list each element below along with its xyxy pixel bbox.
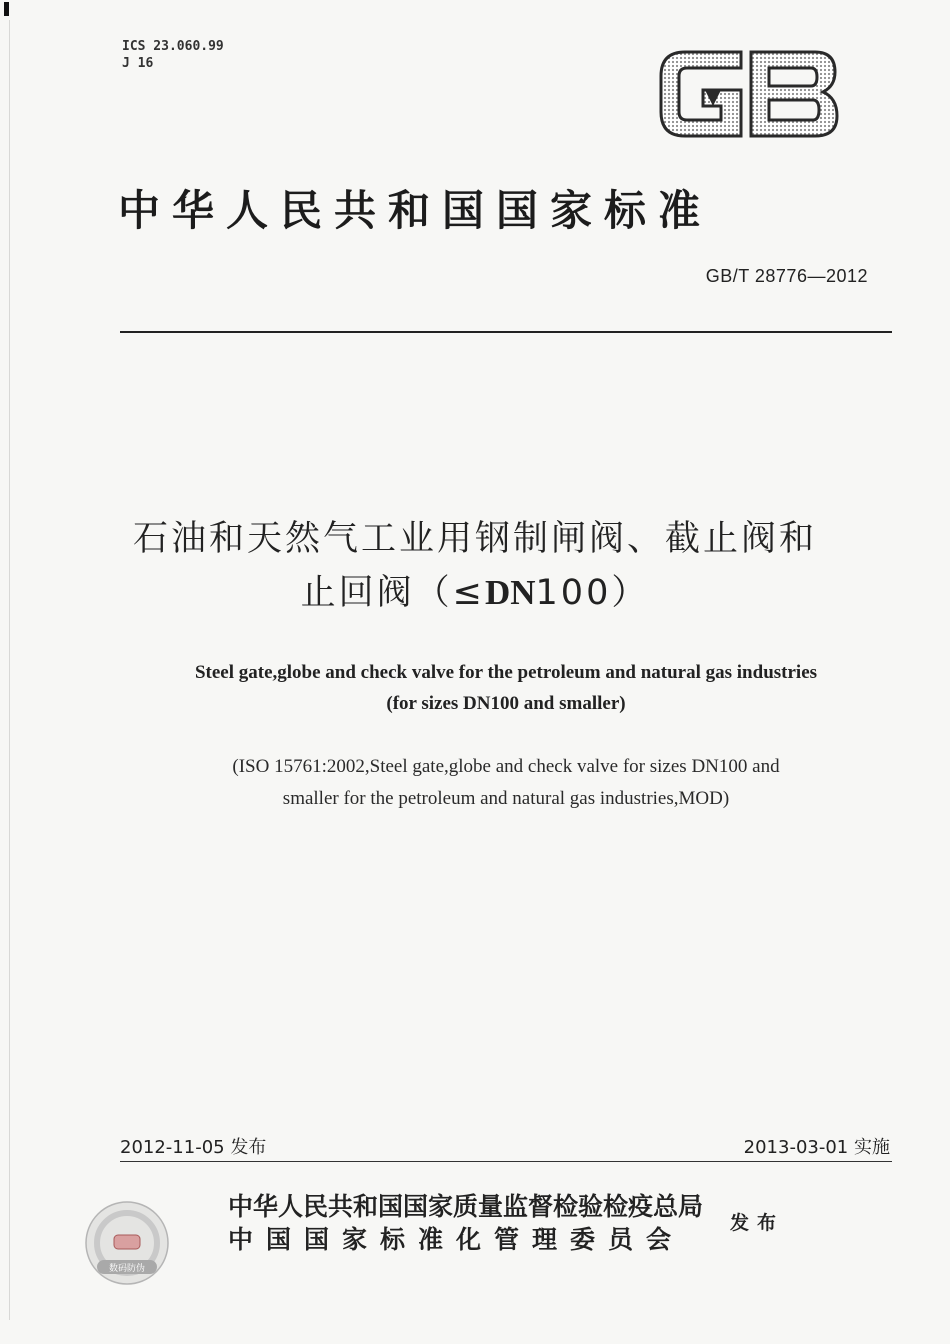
implementation-date: 2013-03-01 实施 [743, 1137, 890, 1158]
chinese-title-dn-code: DN [484, 573, 536, 612]
footer-divider [120, 1161, 892, 1162]
issuer-line2: 中国国家标准化管理委员会 [228, 1225, 685, 1254]
english-title-line2: (for sizes DN100 and smaller) [386, 693, 626, 714]
chinese-title-line1: 石油和天然气工业用钢制闸阀、截止阀和 [132, 519, 817, 559]
chinese-title-line2-prefix: 止回阀（≤ [300, 573, 485, 613]
english-title [0, 657, 950, 719]
ccs-code: J 16 [122, 56, 154, 71]
scan-edge-mark [4, 2, 9, 16]
issuer-line1: 中华人民共和国国家质量监督检验检疫总局 [228, 1192, 704, 1221]
chinese-title-line2 [0, 566, 950, 620]
standard-number: GB/T 28776—2012 [705, 266, 868, 286]
iso-reference-line1: (ISO 15761:2002,Steel gate,globe and check valve for sizes DN100 and [232, 756, 780, 777]
anti-counterfeit-seal-icon [84, 1200, 170, 1286]
publish-label: 发布 [730, 1212, 785, 1234]
iso-reference-line2: smaller for the petroleum and natural gas industries,MOD) [282, 788, 730, 809]
english-title-line1: Steel gate,globe and check valve for the petroleum and natural gas industries [194, 662, 818, 683]
issue-date: 2012-11-05 发布 [120, 1137, 267, 1158]
ics-code: ICS 23.060.99 [122, 39, 224, 54]
classification-block [122, 38, 224, 72]
issuing-authorities [228, 1190, 703, 1256]
standard-category-title: 中华人民共和国国家标准 [118, 186, 713, 235]
iso-reference [0, 751, 950, 815]
header-divider [120, 331, 892, 333]
chinese-title-line2-suffix: 100） [535, 573, 650, 613]
chinese-title [0, 512, 950, 620]
seal-caption: 数码防伪 [108, 1264, 146, 1274]
gb-logo-icon [655, 44, 841, 144]
